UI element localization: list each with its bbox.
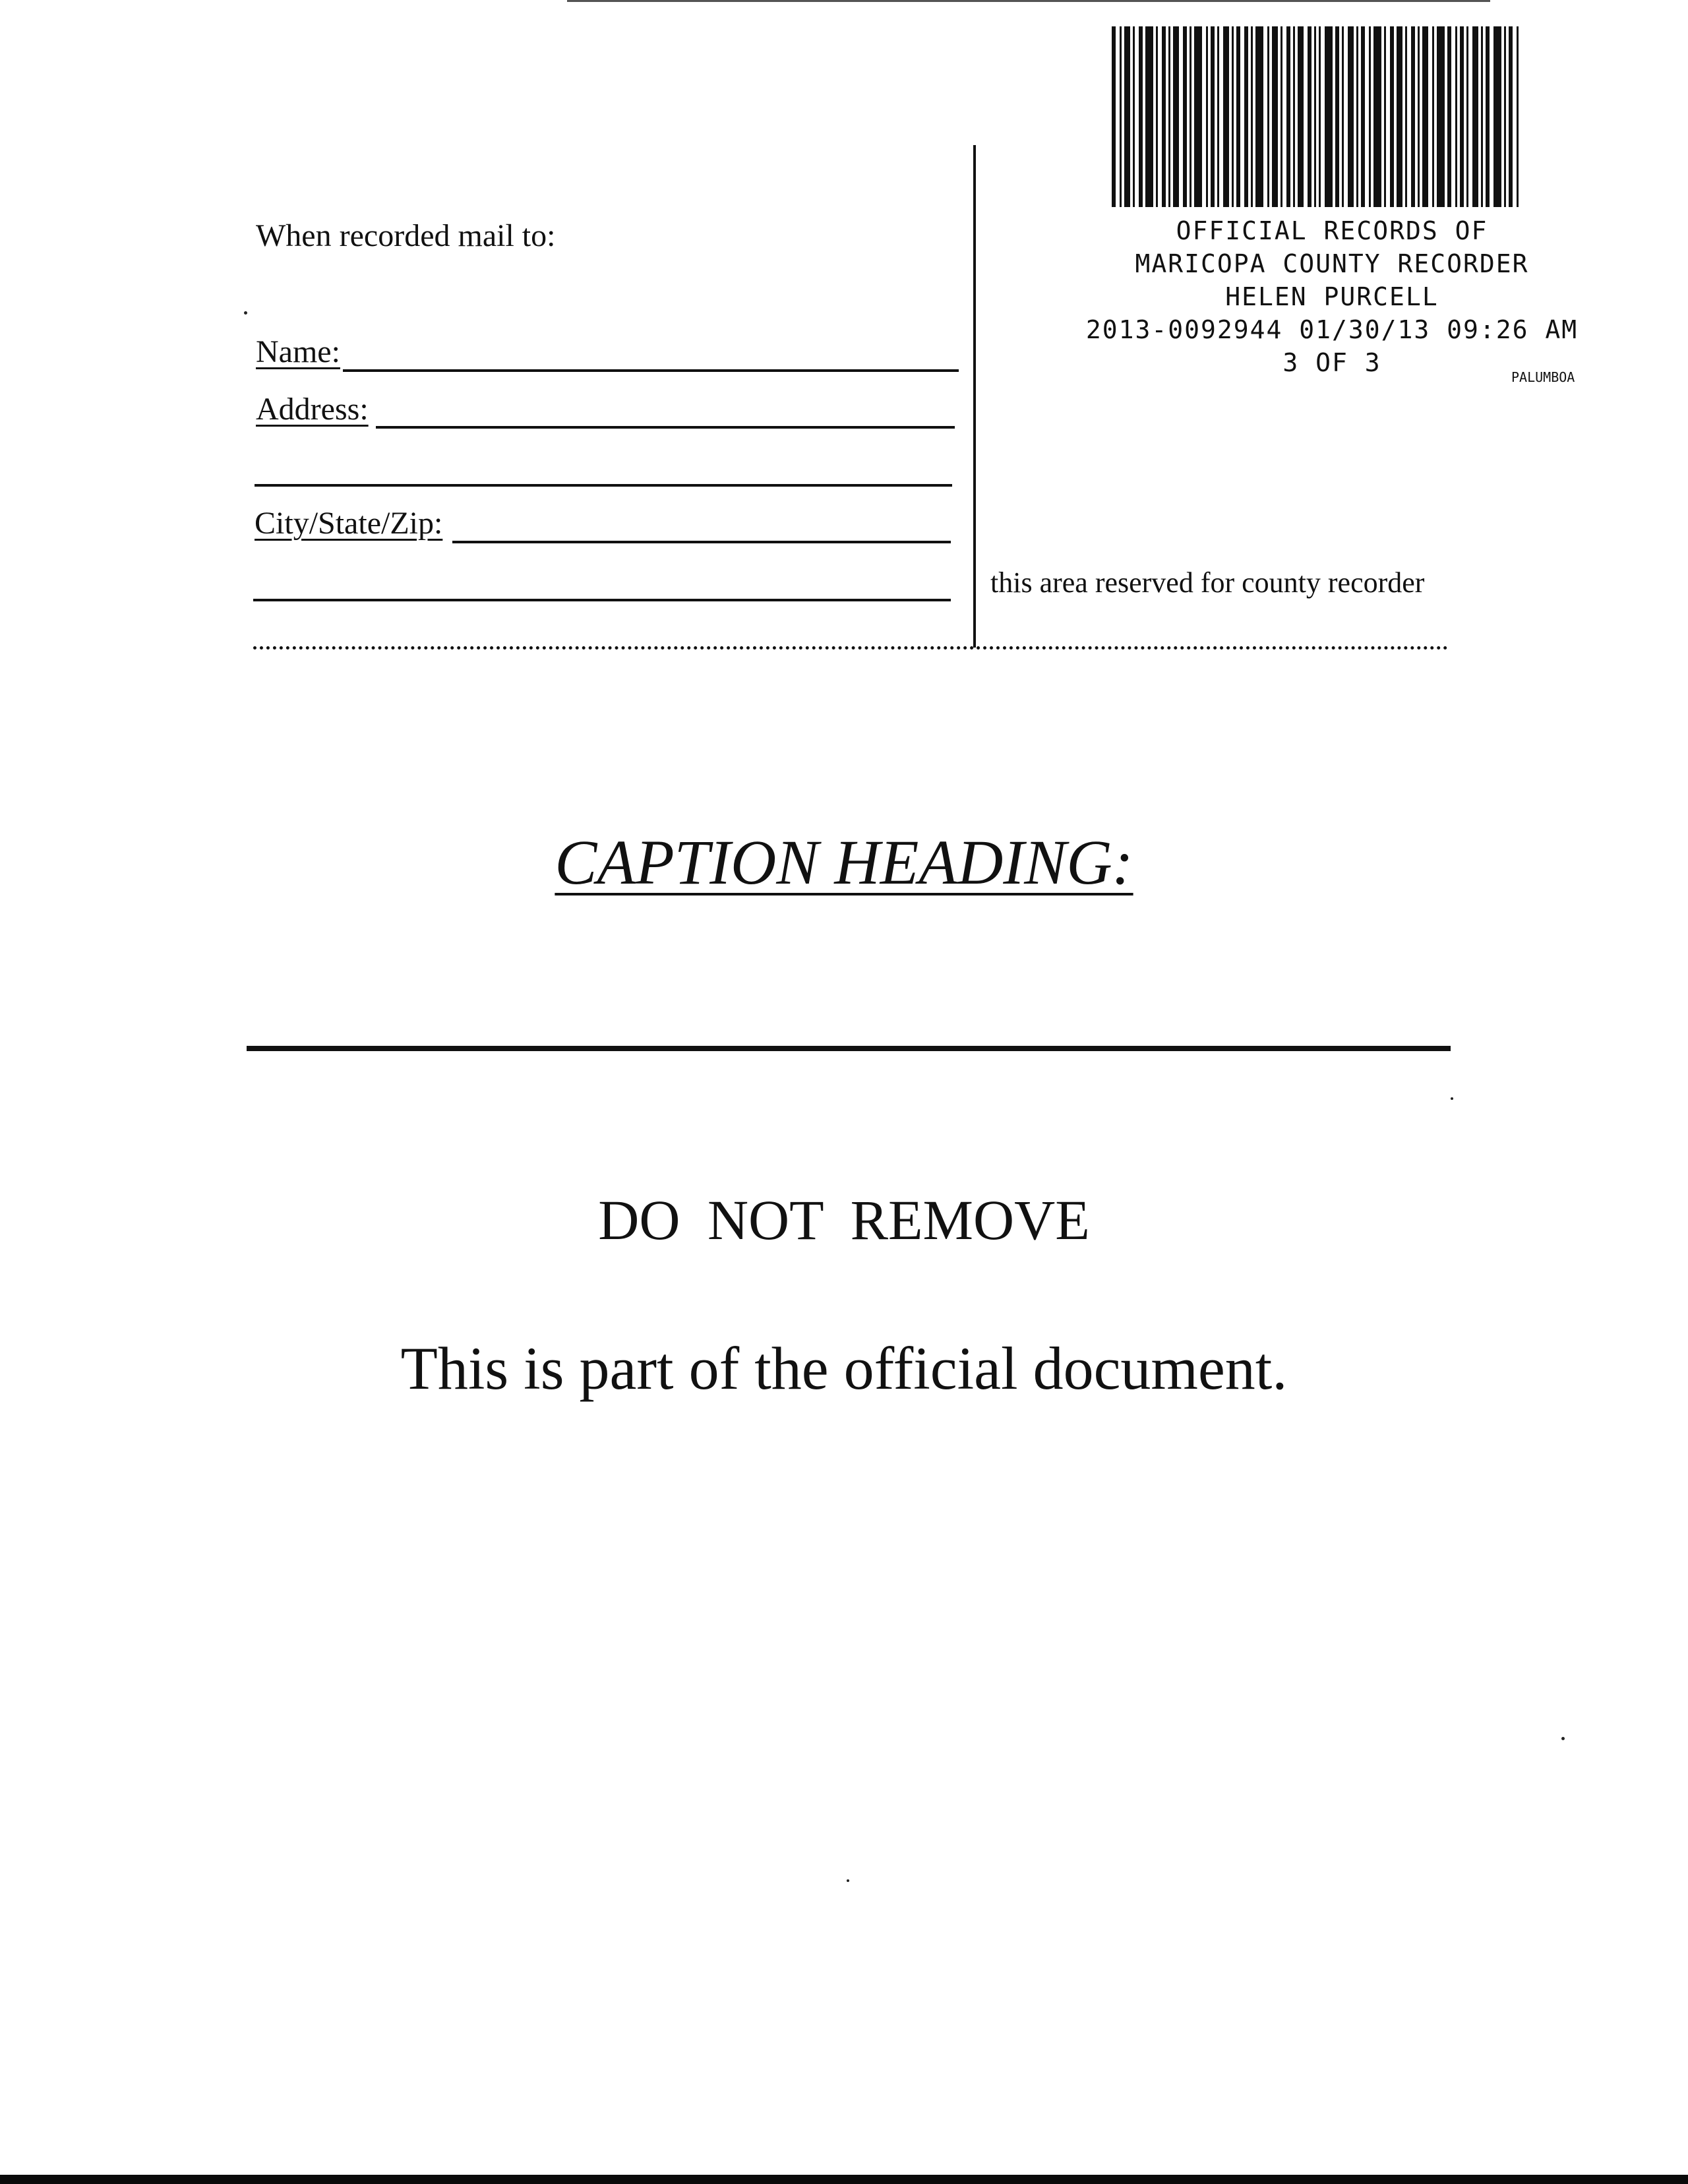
barcode-bar [1369,26,1371,207]
recorder-stamp [1048,214,1615,379]
caption-heading-text: CAPTION HEADING: [555,827,1133,897]
barcode-bar [1211,26,1215,207]
barcode-bar [1466,26,1468,207]
name-label: Name: [256,334,340,369]
address-line-1 [376,426,955,429]
barcode-bar [1244,26,1248,207]
barcode-bar [1432,26,1434,207]
caption-rule [247,1046,1451,1051]
barcode-bar [1481,26,1483,207]
barcode-bar [1335,26,1339,207]
barcode-bar [1314,26,1316,207]
barcode-bar [1190,26,1191,207]
barcode-bar [1272,26,1278,207]
barcode-bar [1168,26,1170,207]
scan-speck [1451,1097,1453,1100]
recorder-area-divider [973,145,976,648]
barcode-bar [1356,26,1358,207]
scan-speck [847,1879,849,1882]
barcode-bar [1232,26,1234,207]
stamp-record-number: 2013-0092944 01/30/13 09:26 AM [1085,315,1579,344]
stamp-clerk-code: PALUMBOA [1511,369,1575,385]
city-state-zip-label: City/State/Zip: [255,506,443,541]
barcode-bar [1145,26,1153,207]
barcode-bar [1348,26,1354,207]
barcode-bar [1217,26,1219,207]
mail-to-heading: When recorded mail to: [256,218,556,253]
stamp-line-county-recorder: MARICOPA COUNTY RECORDER [1135,249,1529,278]
barcode-bar [1418,26,1420,207]
recording-barcode [1109,26,1528,207]
barcode-bar [1517,26,1519,207]
barcode-bar [1120,26,1122,207]
barcode-bar [1504,26,1506,207]
page-bottom-edge [0,2175,1688,2184]
barcode-bar [1112,26,1116,207]
barcode-bar [1460,26,1464,207]
barcode-bar [1373,26,1381,207]
extra-address-line [253,599,951,601]
barcode-bar [1455,26,1457,207]
barcode-bar [1298,26,1304,207]
barcode-bar [1139,26,1143,207]
barcode-bar [1183,26,1187,207]
stamp-page-count: 3 OF 3 [1282,348,1381,377]
recorder-area-note: this area reserved for county recorder [990,566,1425,599]
header-dotted-separator [253,646,1448,650]
barcode-bar [1486,26,1490,207]
barcode-bar [1267,26,1269,207]
barcode-bar [1319,26,1321,207]
barcode-bar [1384,26,1386,207]
barcode-bar [1493,26,1501,207]
barcode-bar [1308,26,1311,207]
caption-heading [0,823,1688,902]
barcode-bar [1405,26,1407,207]
barcode-bar [1236,26,1240,207]
barcode-bar [1251,26,1253,207]
barcode-bar [1286,26,1290,207]
barcode-bar [1156,26,1158,207]
barcode-bar [1509,26,1513,207]
barcode-bar [1437,26,1445,207]
barcode-bar [1293,26,1295,207]
name-line [343,369,959,372]
stamp-line-recorder-name: HELEN PURCELL [1225,282,1439,311]
barcode-bar [1411,26,1415,207]
barcode-bar [1397,26,1402,207]
barcode-bar [1361,26,1365,207]
barcode-bar [1206,26,1208,207]
barcode-bar [1133,26,1135,207]
barcode-bar [1255,26,1263,207]
scan-speck [244,311,247,315]
barcode-bar [1124,26,1130,207]
address-label: Address: [256,392,369,427]
barcode-bar [1325,26,1333,207]
barcode-bar [1422,26,1428,207]
barcode-bar [1472,26,1478,207]
barcode-bar [1162,26,1166,207]
do-not-remove-warning: DO NOT REMOVE [598,1188,1090,1252]
barcode-bar [1447,26,1451,207]
barcode-bar [1281,26,1282,207]
city-state-zip-line [452,541,951,543]
barcode-bar [1342,26,1344,207]
barcode-bar [1390,26,1394,207]
barcode-bar [1223,26,1229,207]
barcode-bar [1194,26,1202,207]
scan-speck [1561,1737,1565,1740]
barcode-bar [1173,26,1179,207]
address-line-2 [255,484,952,487]
official-document-note: This is part of the official document. [400,1335,1288,1402]
stamp-line-official-records: OFFICIAL RECORDS OF [1176,216,1488,245]
page-top-edge [567,0,1490,2]
